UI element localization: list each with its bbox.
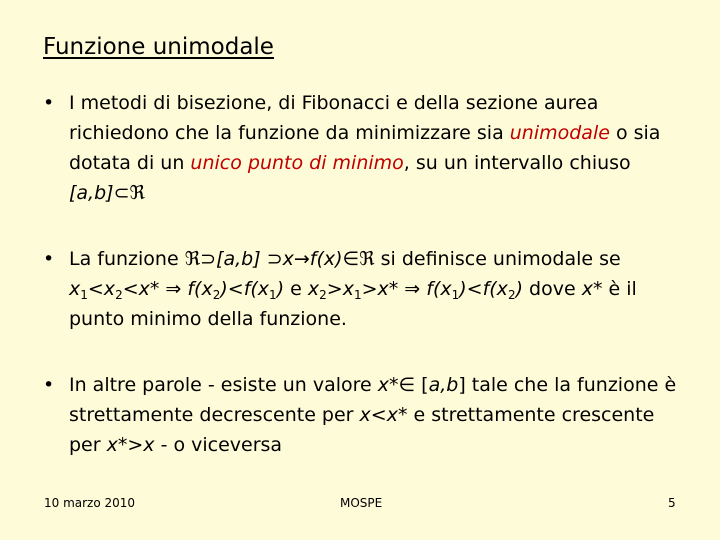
text-segment: 1: [80, 288, 88, 302]
text-segment: 2: [212, 288, 221, 302]
text-segment: La funzione: [69, 248, 185, 270]
text-segment: x: [307, 278, 320, 300]
text-segment: )<f(x: [220, 278, 270, 300]
text-segment: In altre parole - esiste un valore: [69, 374, 378, 396]
text-segment: <x: [87, 278, 116, 300]
text-segment: )<f(x: [459, 278, 508, 300]
text-segment: I metodi di bisezione, di Fibonacci e della sezione aurea richiedono che la funzione da minimizzare sia: [69, 92, 599, 144]
page-number: 5: [668, 496, 676, 510]
text-segment: dove: [523, 278, 582, 300]
text-segment: - o viceversa: [154, 434, 283, 456]
text-segment: 2: [319, 288, 327, 302]
text-segment: ] tale che la funzione è strettamente decrescente per: [69, 374, 677, 426]
text-segment: a,b: [428, 374, 459, 396]
text-segment: e strettamente crescente per: [69, 404, 655, 456]
bullet-3: [43, 370, 683, 460]
bullet-2: [43, 244, 683, 334]
bullet-text: [69, 88, 683, 208]
text-segment: è il punto minimo della funzione.: [69, 278, 637, 330]
slide-title: Funzione unimodale: [43, 34, 274, 60]
text-segment: 1: [353, 288, 362, 302]
text-segment: x: [69, 278, 81, 300]
text-segment: x*>x: [106, 434, 155, 456]
text-segment: ∈ [: [398, 374, 429, 396]
text-segment: >x* ⇒ f(x: [361, 278, 452, 300]
footer-date: 10 marzo 2010: [44, 496, 136, 510]
text-segment: 2: [115, 288, 123, 302]
text-segment: x<x*: [359, 404, 408, 426]
text-segment: e: [284, 278, 308, 300]
bullet-dot-icon: •: [43, 248, 55, 270]
text-segment: x*: [377, 374, 399, 396]
text-segment: o sia dotata di un: [69, 122, 661, 174]
bullet-text: [69, 244, 683, 334]
bullet-dot-icon: •: [43, 374, 55, 396]
text-segment: 2: [507, 288, 516, 302]
bullet-text: [69, 370, 683, 460]
bullet-1: [43, 88, 683, 208]
highlight-text: unico punto di minimo: [190, 152, 404, 174]
text-segment: <x* ⇒ f(x: [122, 278, 213, 300]
footer-center-label: MOSPE: [340, 496, 383, 510]
text-segment: ℜ⊃[a,b] ⊃x→f(x)∈ℜ: [184, 248, 375, 270]
text-segment: x*: [581, 278, 603, 300]
text-segment: , su un intervallo chiuso: [403, 152, 631, 174]
bullet-dot-icon: •: [43, 92, 55, 114]
text-segment: 1: [451, 288, 460, 302]
text-segment: >x: [326, 278, 354, 300]
text-segment: si definisce unimodale se: [374, 248, 621, 270]
text-segment: ): [515, 278, 523, 300]
highlight-text: unimodale: [509, 122, 610, 144]
text-segment: ): [276, 278, 285, 300]
text-segment: [a,b]⊂ℜ: [69, 182, 145, 204]
text-segment: 1: [269, 288, 277, 302]
